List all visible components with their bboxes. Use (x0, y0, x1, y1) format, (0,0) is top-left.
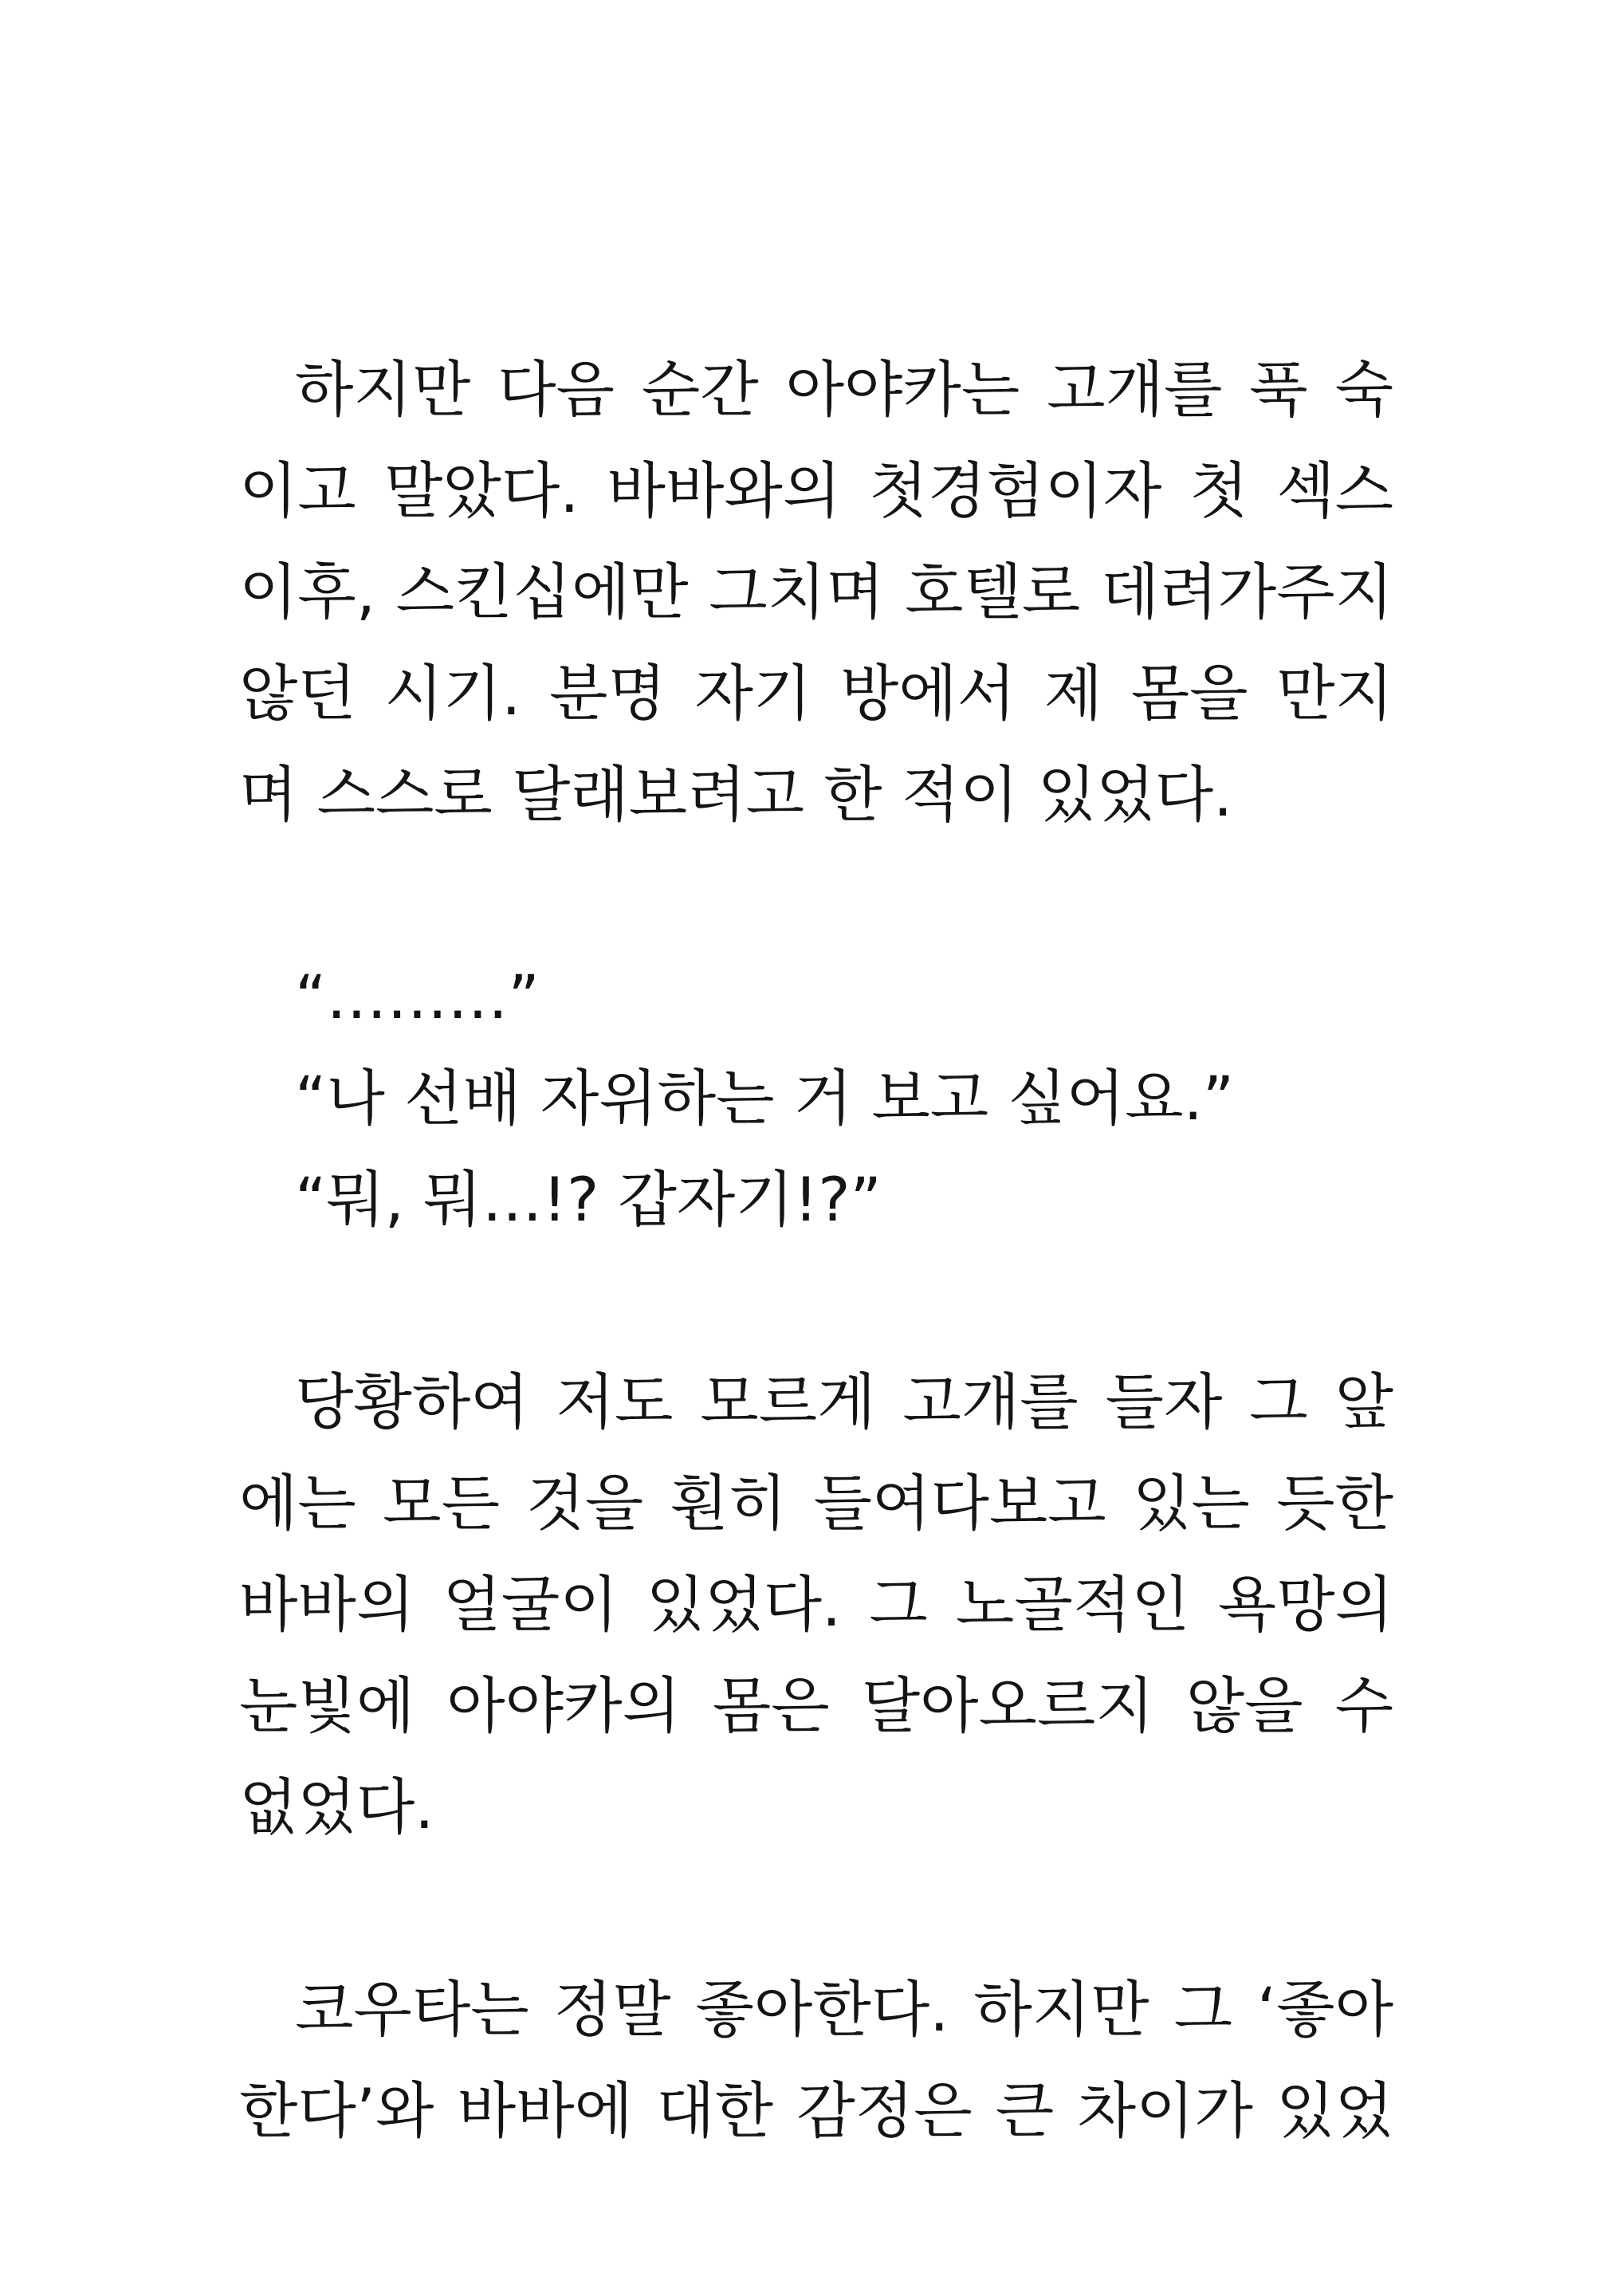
dialogue-line: “나 선배 자위하는 거 보고 싶어요.” (295, 1063, 1235, 1134)
dialogue-line: “뭐, 뭐…!? 갑자기!?” (295, 1164, 882, 1235)
text-column (239, 339, 1393, 2161)
paragraph-1 (239, 339, 1393, 845)
paragraph-2 (239, 1351, 1393, 1858)
paragraph-line: 한다’와 바바에 대한 감정은 큰 차이가 있었 (239, 2075, 1393, 2146)
paragraph-line: 며 스스로 달래보려고 한 적이 있었다. (239, 759, 1233, 830)
paragraph-line: 바바의 얼굴이 있었다. 그 노골적인 욕망의 (239, 1569, 1393, 1640)
paragraph-line: 없었다. (239, 1771, 434, 1842)
paragraph-line: 눈빛에 아야카의 몸은 달아오르지 않을 수 (239, 1670, 1393, 1741)
dialogue-block (239, 946, 1393, 1250)
paragraph-line: 않던 시기. 분명 자기 방에서 제 몸을 만지 (239, 658, 1393, 729)
paragraph-line: 당황하여 저도 모르게 고개를 들자 그 앞 (295, 1366, 1393, 1437)
paragraph-3 (239, 1959, 1393, 2161)
paragraph-line: 코우타는 정말 좋아한다. 하지만 그 ‘좋아 (295, 1974, 1393, 2045)
paragraph-gap (239, 845, 1393, 946)
paragraph-gap (239, 1858, 1393, 1959)
paragraph-line: 에는 모든 것을 훤히 들여다보고 있는 듯한 (239, 1468, 1393, 1539)
paragraph-line: 이후, 스킨십에만 그치며 호텔로 데려가주지 (239, 556, 1393, 627)
paragraph-gap (239, 1250, 1393, 1351)
paragraph-line: 하지만 다음 순간 아야카는 고개를 푹 숙 (295, 354, 1393, 425)
paragraph-line: 이고 말았다. 바바와의 첫경험이자 첫 섹스 (239, 455, 1393, 526)
dialogue-line: “………” (295, 961, 540, 1032)
